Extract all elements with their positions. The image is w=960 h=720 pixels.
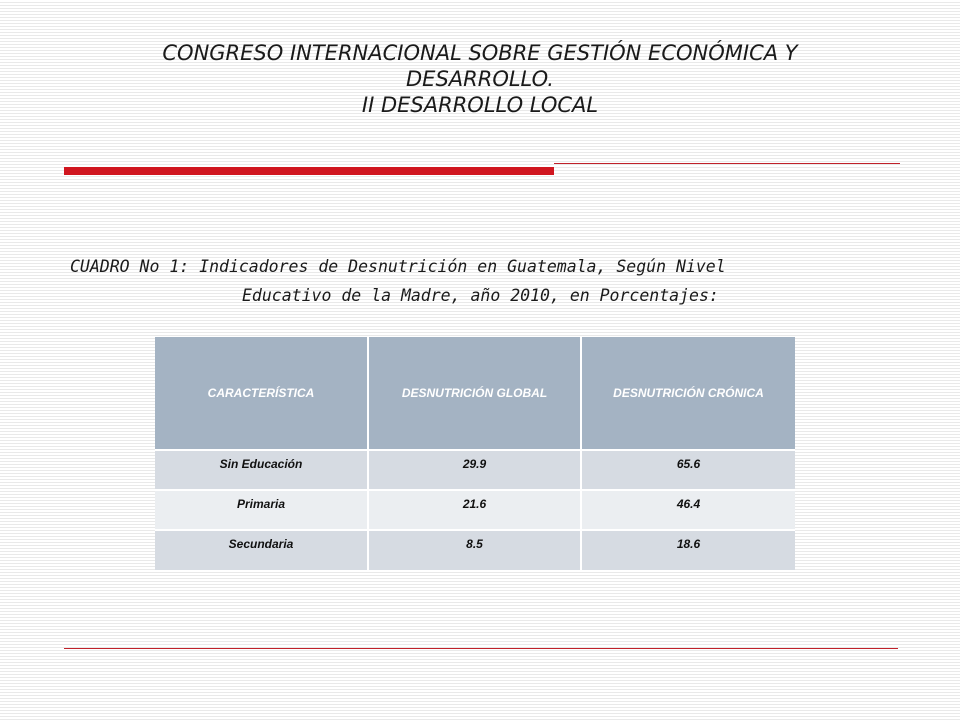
title-line-3: II DESARROLLO LOCAL — [361, 93, 599, 117]
malnutrition-table — [155, 337, 795, 570]
cell-cronica: 65.6 — [581, 450, 795, 490]
cell-caracteristica: Secundaria — [155, 530, 368, 570]
table-row — [155, 530, 795, 570]
cell-global: 29.9 — [368, 450, 581, 490]
table-row — [155, 490, 795, 530]
header-rule — [554, 163, 900, 164]
cell-cronica: 18.6 — [581, 530, 795, 570]
cell-cronica: 46.4 — [581, 490, 795, 530]
cell-global: 21.6 — [368, 490, 581, 530]
header-caracteristica: CARACTERÍSTICA — [155, 337, 368, 450]
header-desnutricion-cronica: DESNUTRICIÓN CRÓNICA — [581, 337, 795, 450]
table-caption — [70, 252, 870, 310]
cell-caracteristica: Primaria — [155, 490, 368, 530]
table-row — [155, 450, 795, 490]
accent-bar — [64, 167, 554, 175]
title-line-2: DESARROLLO. — [406, 67, 554, 91]
cell-caracteristica: Sin Educación — [155, 450, 368, 490]
table-header-row — [155, 337, 795, 450]
title-line-1: CONGRESO INTERNACIONAL SOBRE GESTIÓN ECONÓMICA Y — [162, 41, 798, 65]
caption-line-1: CUADRO No 1: Indicadores de Desnutrición en Guatemala, Según Nivel — [70, 257, 726, 276]
caption-line-2: Educativo de la Madre, año 2010, en Porcentajes: — [242, 286, 719, 305]
footer-rule — [64, 648, 898, 649]
slide-title — [60, 40, 900, 118]
cell-global: 8.5 — [368, 530, 581, 570]
header-desnutricion-global: DESNUTRICIÓN GLOBAL — [368, 337, 581, 450]
